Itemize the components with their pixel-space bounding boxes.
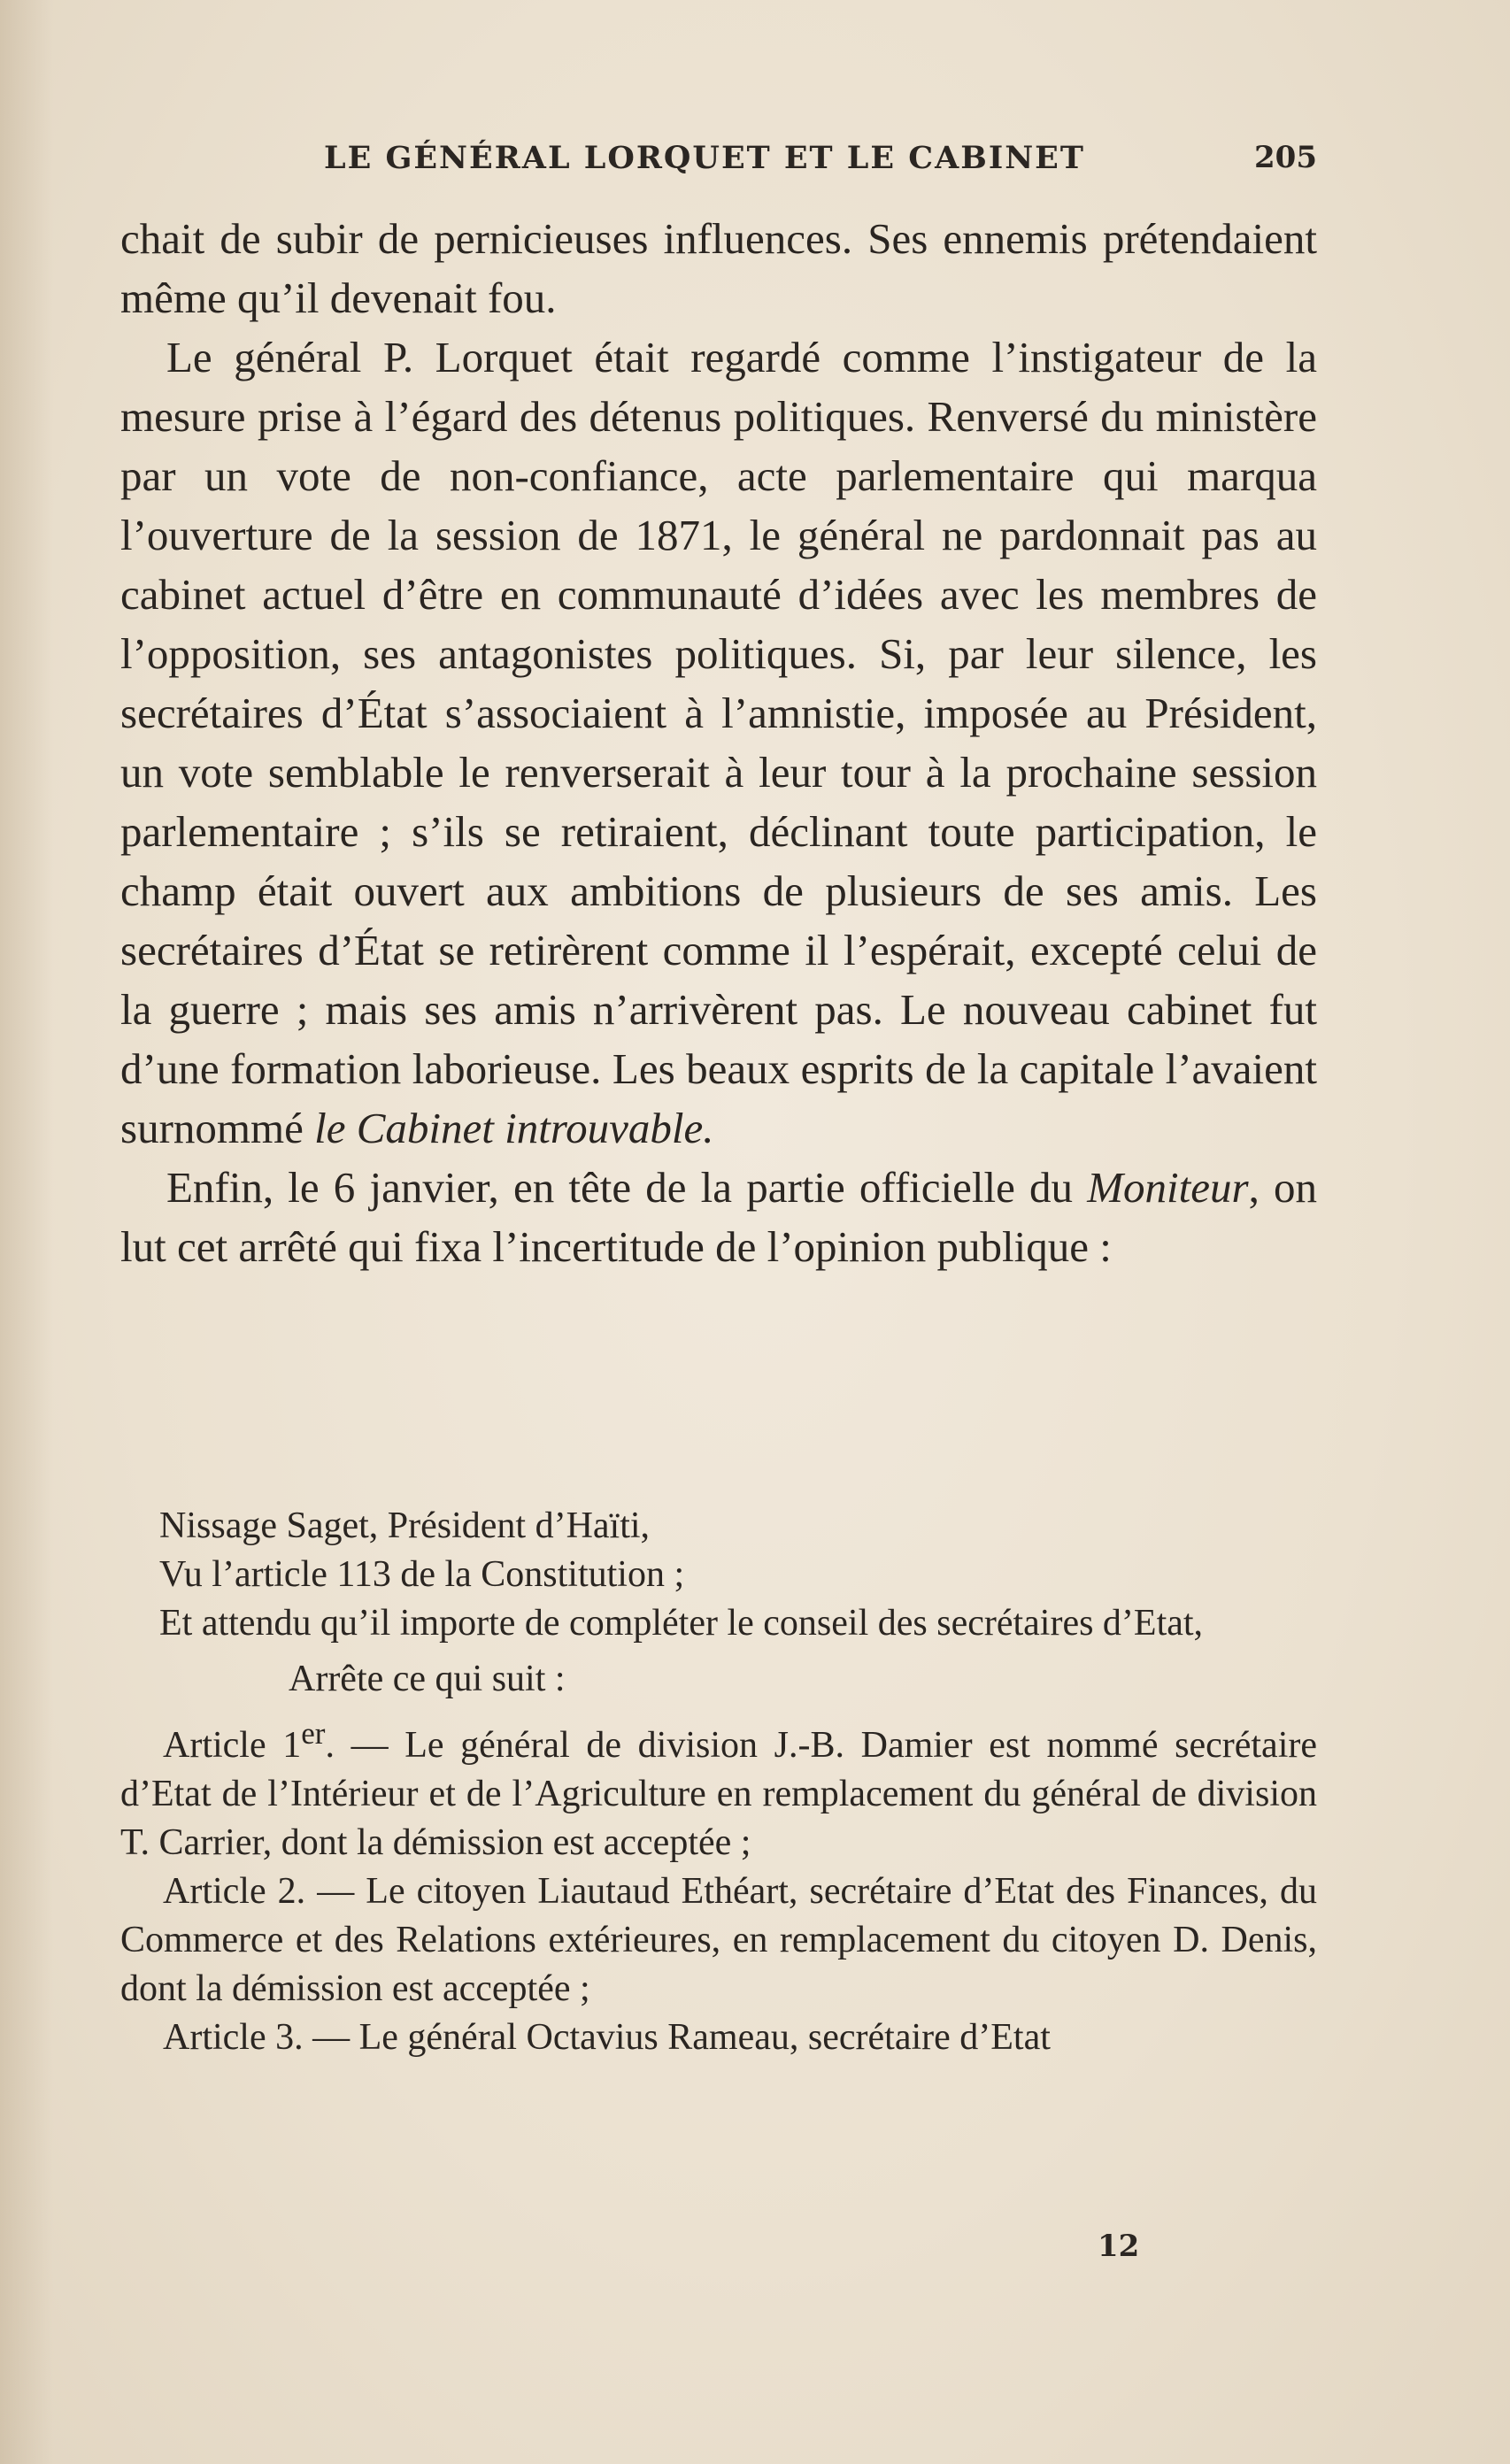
page-number: 205 [1254,140,1317,175]
body-text [120,209,1317,1276]
paragraph-2-text: Le général P. Lorquet était regardé comme l’instigateur de la mesure prise à l’égard des détenus politiques. Renversé du ministère par un vote de non-confiance, acte parlementaire qui marqua l’ouverture de la session de 1871, le général ne pardonnait pas au cabinet actuel d’être en communauté d’idées avec les membres de l’opposition, ses antagonistes politiques. Si, par leur silence, les secrétaires d’État s’associaient à l’amnistie, imposée au Président, un vote semblable le renverserait à leur tour à la prochaine session parlementaire ; s’ils se retiraient, déclinant toute participation, le champ était ouvert aux ambitions de plusieurs de ses amis. Les secrétaires d’État se retirèrent comme il l’espérait, excepté celui de la guerre ; mais ses amis n’arrivèrent pas. Le nouveau cabinet fut d’une formation laborieuse. Les beaux esprits de la capitale l’avaient surnommé [120,333,1317,1152]
paragraph-1: chait de subir de pernicieuses influences. Ses ennemis prétendaient même qu’il devenait fou. [120,214,1317,322]
decree-text [120,1502,1317,2062]
running-head [120,140,1317,184]
article-1-text: . — Le général de division J.-B. Damier est nommé secrétaire d’Etat de l’Intérieur et de l’Agriculture en remplacement du général de division T. Carrier, dont la démission est acceptée ; [120,1725,1317,1863]
paragraph-3 [120,1158,1317,1276]
moniteur-italic: Moniteur [1087,1163,1249,1212]
decree-line-president: Nissage Saget, Président d’Haïti, [159,1505,651,1546]
decree-article-2: Article 2. — Le citoyen Liautaud Ethéart, secrétaire d’Etat des Finances, du Commerce et des Relations extérieures, en remplacement du citoyen D. Denis, dont la démission est acceptée ; [120,1871,1317,2009]
signature-mark: 12 [1098,2229,1140,2264]
article-1-superscript: er [301,1716,326,1751]
decree-article-1 [120,1709,1317,1867]
decree-line-attendu: Et attendu qu’il importe de compléter le conseil des secrétaires d’Etat, [159,1603,1204,1644]
decree-line-article: Vu l’article 113 de la Constitution ; [159,1554,685,1595]
cabinet-introuvable-italic: le Cabinet introuvable. [314,1104,714,1152]
paragraph-3-end: , on lut cet arrêté qui fixa l’incertitude de l’opinion publique : [120,1163,1318,1271]
decree-article-3: Article 3. — Le général Octavius Rameau, secrétaire d’Etat [163,2017,1051,2058]
page-fold-shadow [0,0,53,2464]
running-title: LE GÉNÉRAL LORQUET ET LE CABINET [324,140,1085,176]
decree-resolve: Arrête ce qui suit : [289,1659,566,1699]
paragraph-2 [120,327,1317,1158]
article-1-label: Article 1 [163,1725,302,1766]
paragraph-3-start: Enfin, le 6 janvier, en tête de la partie officielle du [166,1163,1074,1212]
